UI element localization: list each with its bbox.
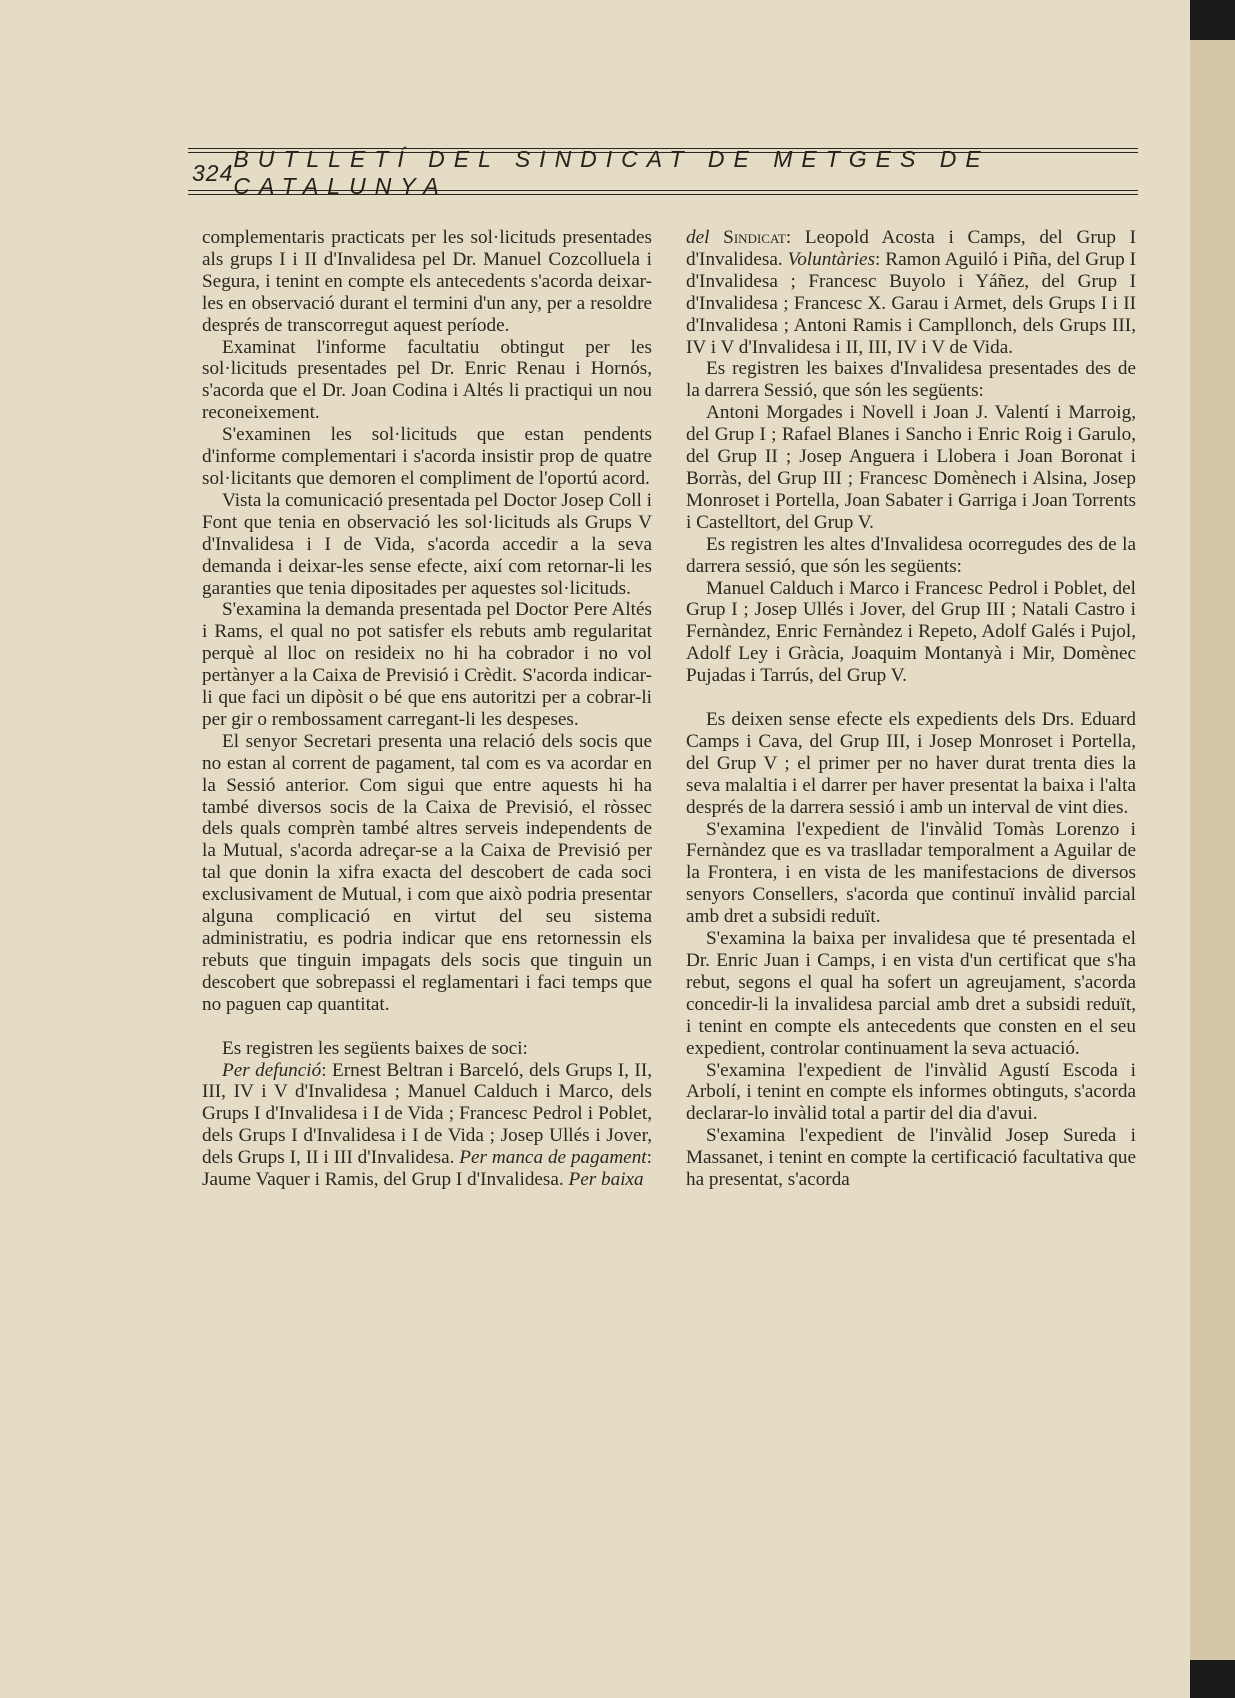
label-voluntaries: Voluntàries [787, 248, 876, 270]
text-span: : Ramon Aguiló i Piña, del Grup I d'Invalidesa ; Francesc Buyolo i Yáñez, del Grup I d'Invalidesa ; Francesc X. Garau i Armet, dels Grups I i II d'Invalidesa ; Antoni Ramis i Campllonch, dels Grups III, IV i V d'Invalidesa i II, III, IV i V de Vida. [686, 248, 1136, 358]
journal-title: BUTLLETÍ DEL SINDICAT DE METGES DE CATALUNYA [233, 146, 990, 199]
paragraph: S'examina la demanda presentada pel Doctor Pere Altés i Rams, el qual no pot satisfer els rebuts amb regularitat perquè al lloc on resideix no hi ha cobrador i no vol pertànyer a la Caixa de Previsió i Crèdit. S'acorda indicar-li que faci un dipòsit o bé que ens autoritzi per a cobrar-li per gir o rembossament carregant-li les despeses. [202, 599, 652, 730]
paragraph: Examinat l'informe facultatiu obtingut per les sol·licituds presentades pel Dr. Enric Renau i Hornós, s'acorda que el Dr. Joan Codina i Altés li practiqui un nou reconeixement. [202, 336, 652, 424]
paragraph: complementaris practicats per les sol·licituds presentades als grups I i II d'Invalidesa pel Dr. Manuel Cozcolluela i Segura, i tenint en compte els antecedents s'acorda deixar-les en observació durant el termini d'un any, per a resoldre després de transcorregut aquest període. [202, 227, 652, 336]
label-del: del [686, 227, 710, 248]
paragraph: Es registren les altes d'Invalidesa ocorregudes des de la darrera sessió, que són les següents: [686, 533, 1136, 577]
paragraph: S'examina l'expedient de l'invàlid Josep Sureda i Massanet, i tenint en compte la certificació facultativa que ha presentat, s'acorda [686, 1125, 1136, 1191]
label-sindicat: Sindicat [723, 227, 786, 248]
paragraph-continued [686, 227, 1136, 358]
paragraph: Es registren les següents baixes de soci: [222, 1037, 528, 1059]
paragraph-baixes [202, 1060, 652, 1191]
paragraph: Es registren les baixes d'Invalidesa presentades des de la darrera Sessió, que són les següents: [686, 358, 1136, 402]
paragraph: Manuel Calduch i Marco i Francesc Pedrol i Poblet, del Grup I ; Josep Ullés i Jover, del Grup III ; Natali Castro i Fernàndez, Enric Fernàndez i Repeto, Adolf Galés i Pujol, Adolf Ley i Gràcia, Joaquim Montanyà i Mir, Domènec Pujadas i Tarrús, del Grup V. [686, 577, 1136, 687]
paragraph: Es deixen sense efecte els expedients dels Drs. Eduard Camps i Cava, del Grup III, i Josep Monroset i Portella, del Grup V ; el primer per no haver durat trenta dies la seva malaltia i el darrer per haver presentat la baixa i l'alta després de la darrera sessió i amb un interval de vint dies. [686, 709, 1136, 818]
paragraph: El senyor Secretari presenta una relació dels socis que no estan al corrent de pagament, tal com es va acordar en la Sessió anterior. Com sigui que entre aquests hi ha també diversos socis de la Caixa de Previsió, el ròssec dels quals comprèn també altres serveis independents de la Mutual, s'acorda adreçar-se a la Caixa de Previsió per tal que donin la xifra exacta del descobert de cada soci exclusivament de Mutual, i com que això podria presentar alguna complicació en virtut del seu sistema administratiu, es podria indicar que ens retornessin els rebuts que tinguin impagats dels socis que tinguin un descobert que sobrepassi el reglamentari i faci temps que no paguen cap quantitat. [202, 730, 652, 1015]
label-per-manca-de-pagament: Per manca de pagament [459, 1147, 647, 1169]
text-span: : Leopold Acosta i Camps, del Grup I d'Invalidesa. [686, 227, 1137, 270]
paragraph: S'examinen les sol·licituds que estan pendents d'informe complementari i s'acorda insistir prop de quatre sol·licitants que demoren el compliment de l'oportú acord. [202, 424, 652, 489]
header-line [188, 146, 1138, 199]
paragraph: S'examina l'expedient de l'invàlid Tomàs Lorenzo i Fernàndez que es va traslladar temporalment a Aguilar de la Frontera, i en vista de les manifestacions de diversos senyors Consellers, s'acorda que continuï invàlid parcial amb dret a subsidi reduït. [686, 818, 1136, 928]
paragraph: S'examina la baixa per invalidesa que té presentada el Dr. Enric Juan i Camps, i en vista d'un certificat que s'ha rebut, segons el qual ha sofert un agreujament, s'acorda concedir-li la invalidesa parcial amb dret a subsidi reduït, i tenint en compte els antecedents que consten en el seu expedient, controlar continuament la seva actuació. [686, 928, 1136, 1059]
right-column [686, 227, 1136, 1191]
running-header [188, 148, 1138, 198]
next-page-edge [1190, 40, 1235, 1660]
paragraph: S'examina l'expedient de l'invàlid Agustí Escoda i Arbolí, i tenint en compte els informes obtinguts, s'acorda declarar-lo invàlid total a partir del dia d'avui. [686, 1059, 1136, 1125]
paragraph: Vista la comunicació presentada pel Doctor Josep Coll i Font que tenia en observació les sol·licituds als Grups V d'Invalidesa i I de Vida, s'acorda accedir a la seva demanda i deixar-les sense efecte, així com retornar-li les garanties que tenia dipositades per aquestes sol·licituds. [202, 489, 652, 599]
label-per-baixa: Per baixa [568, 1169, 644, 1191]
label-per-defuncio: Per defunció [222, 1059, 322, 1081]
paragraph: Antoni Morgades i Novell i Joan J. Valentí i Marroig, del Grup I ; Rafael Blanes i Sancho i Enric Roig i Garulo, del Grup II ; Josep Anguera i Llobera i Joan Boronat i Borràs, del Grup III ; Francesc Domènech i Alsina, Josep Monroset i Portella, Joan Sabater i Garriga i Joan Torrents i Castelltort, del Grup V. [686, 402, 1136, 533]
page-number: 324 [192, 159, 234, 186]
left-column [202, 227, 652, 1191]
text-span: : Jaume Vaquer i Ramis, del Grup I d'Invalidesa. [202, 1147, 652, 1191]
text-span: : Ernest Beltran i Barceló, dels Grups I, II, III, IV i V d'Invalidesa ; Manuel Calduch i Marco, dels Grups I d'Invalidesa i I de Vida ; Francesc Pedrol i Poblet, dels Grups I d'Invalidesa i I de Vida ; Josep Ullés i Jover, dels Grups I, II i III d'Invalidesa. [202, 1059, 653, 1169]
